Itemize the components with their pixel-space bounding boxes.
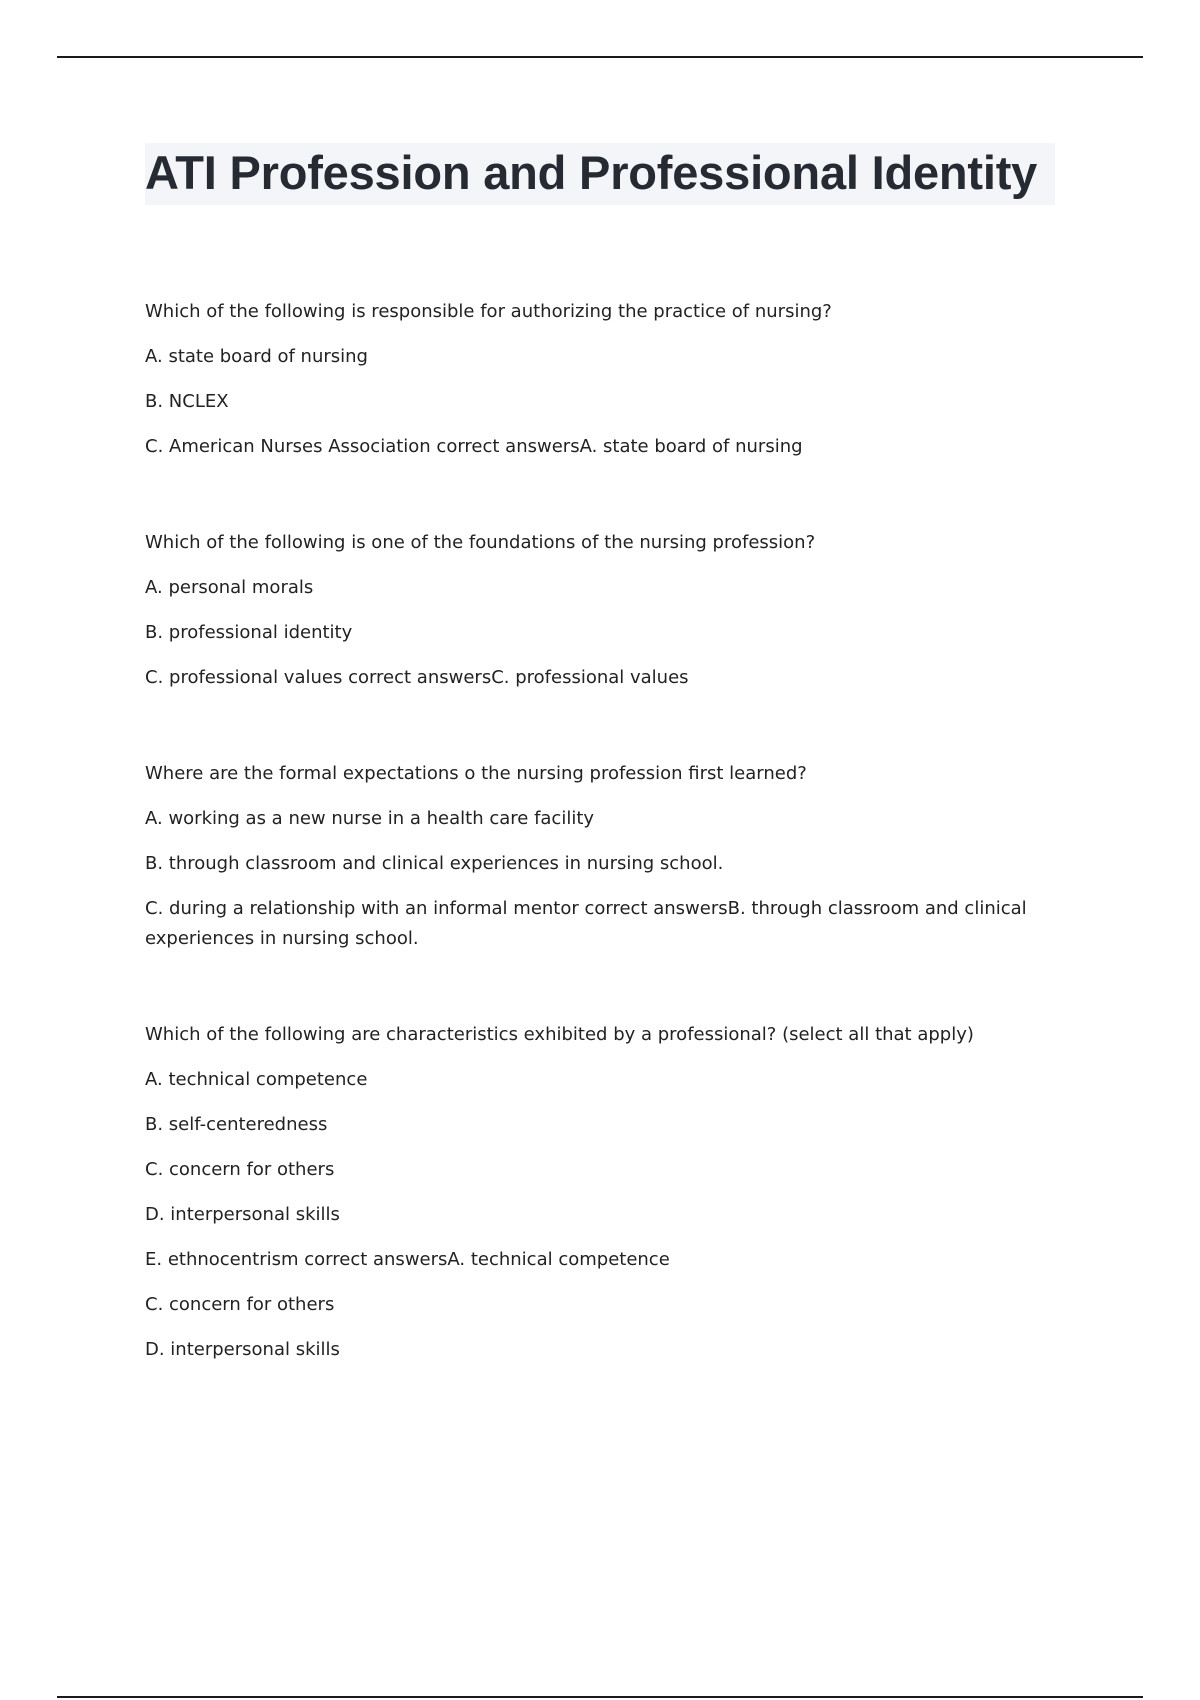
- document-body: [145, 143, 1095, 1365]
- answer-option: B. self-centeredness: [145, 1114, 328, 1135]
- question-list: [145, 297, 1095, 1365]
- question-1: [145, 297, 1095, 462]
- answer-option: C. concern for others: [145, 1159, 335, 1180]
- answer-option: B. through classroom and clinical experiences in nursing school.: [145, 853, 724, 874]
- question-2: [145, 528, 1095, 693]
- document-title: ATI Profession and Professional Identity: [145, 143, 1055, 205]
- correct-answer-line: D. interpersonal skills: [145, 1339, 340, 1360]
- answer-option-with-correct-answer: C. during a relationship with an informal mentor correct answersB. through classroom and clinical experiences in nursing school.: [145, 898, 1027, 949]
- answer-option-with-correct-answer: E. ethnocentrism correct answersA. technical competence: [145, 1249, 670, 1270]
- answer-option: B. professional identity: [145, 622, 353, 643]
- bottom-rule: [57, 1696, 1143, 1698]
- answer-option: D. interpersonal skills: [145, 1204, 340, 1225]
- answer-option: B. NCLEX: [145, 391, 229, 412]
- answer-option-with-correct-answer: C. professional values correct answersC. professional values: [145, 667, 689, 688]
- answer-option: A. working as a new nurse in a health care facility: [145, 808, 595, 829]
- answer-option-with-correct-answer: C. American Nurses Association correct answersA. state board of nursing: [145, 436, 803, 457]
- answer-option: A. state board of nursing: [145, 346, 368, 367]
- question-text: Which of the following is responsible for authorizing the practice of nursing?: [145, 301, 832, 322]
- top-rule: [57, 56, 1143, 58]
- question-4: [145, 1020, 1095, 1365]
- correct-answer-line: C. concern for others: [145, 1294, 335, 1315]
- answer-option: A. personal morals: [145, 577, 314, 598]
- question-text: Where are the formal expectations o the nursing profession first learned?: [145, 763, 807, 784]
- question-text: Which of the following are characteristics exhibited by a professional? (select all that apply): [145, 1024, 974, 1045]
- question-3: [145, 759, 1095, 954]
- answer-option: A. technical competence: [145, 1069, 368, 1090]
- question-text: Which of the following is one of the foundations of the nursing profession?: [145, 532, 816, 553]
